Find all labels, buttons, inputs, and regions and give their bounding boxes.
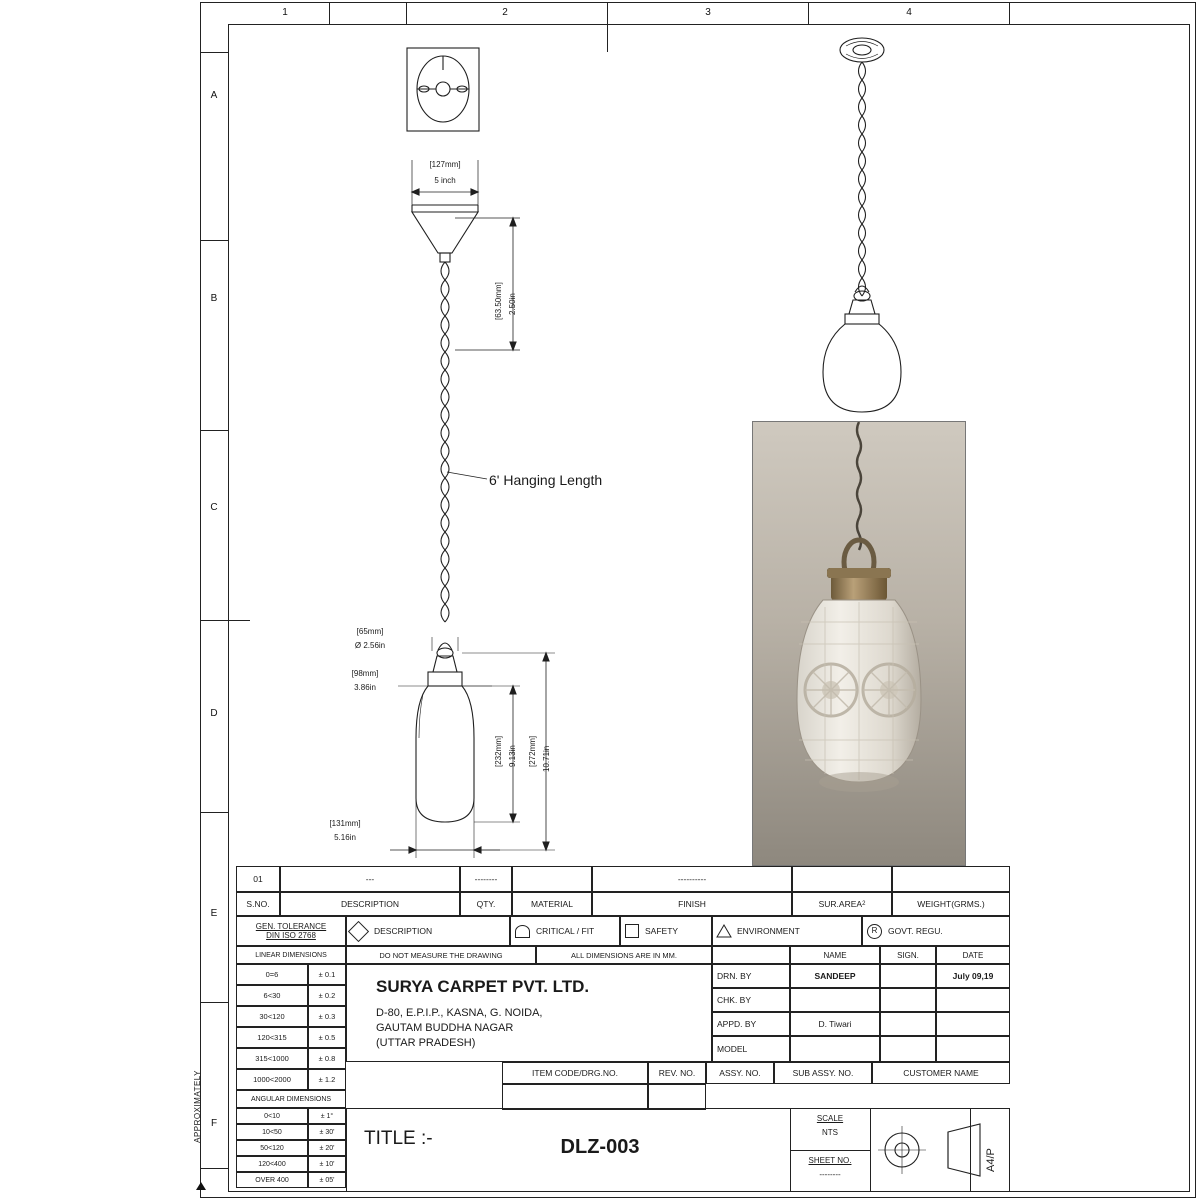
zone-top-3: 3 <box>705 6 711 18</box>
signoff-name-0: SANDEEP <box>790 964 880 988</box>
symbol-safety-cell <box>620 916 712 946</box>
signoff-role-0: DRN. BY <box>712 964 790 988</box>
ang-val-0: ± 1° <box>308 1108 346 1124</box>
dim-drop-mm: [63.50mm] <box>494 282 503 320</box>
ang-val-3: ± 10' <box>308 1156 346 1172</box>
signoff-role-header-blank <box>712 946 790 964</box>
tol-val-2: ± 0.3 <box>308 1006 346 1027</box>
drawing-number: DLZ-003 <box>560 1135 640 1158</box>
symbol-govt-label: GOVT. REGU. <box>888 926 943 936</box>
signoff-sign-2 <box>880 1012 936 1036</box>
zone-top-1: 1 <box>282 6 288 18</box>
company-name: SURYA CARPET PVT. LTD. <box>376 977 590 996</box>
header-surarea-label: SUR.AREA <box>818 899 863 909</box>
header-surarea <box>792 892 892 916</box>
signoff-date-3 <box>936 1036 1010 1062</box>
dim-width-in: 5.16in <box>334 833 356 843</box>
row01-material <box>512 866 592 892</box>
paper-size: A4/P <box>985 1148 997 1172</box>
dim-glass-h-mm: [232mm] <box>494 735 503 767</box>
sheet-value: -------- <box>819 1169 841 1179</box>
row01-description: --- <box>280 866 460 892</box>
signoff-date-1 <box>936 988 1010 1012</box>
item-code-value <box>502 1084 648 1110</box>
row01-sno: 01 <box>236 866 280 892</box>
company-address1: D-80, E.P.I.P., KASNA, G. NOIDA, <box>376 1007 543 1019</box>
scale-label: SCALE <box>816 1113 844 1123</box>
ang-range-1: 10<50 <box>236 1124 308 1140</box>
symbol-critical-label: CRITICAL / FIT <box>536 926 595 936</box>
signoff-sign-0 <box>880 964 936 988</box>
zone-side-f: F <box>210 1117 218 1129</box>
item-code-header: ITEM CODE/DRG.NO. <box>502 1062 648 1084</box>
zone-side-c: C <box>210 501 218 513</box>
row01-weight <box>892 866 1010 892</box>
dim-canopy-mm: [127mm] <box>429 159 461 169</box>
assy-no-header: ASSY. NO. <box>706 1062 774 1084</box>
dim-shoulder-in: 3.86in <box>354 683 376 693</box>
dim-shoulder-mm: [98mm] <box>351 669 379 679</box>
signoff-col-name: NAME <box>790 946 880 964</box>
tol-val-5: ± 1.2 <box>308 1069 346 1090</box>
hanging-length-note: 6' Hanging Length <box>489 472 603 488</box>
titleblock-div-4 <box>790 1150 870 1151</box>
dim-drop-in: 2.50in <box>508 293 517 315</box>
header-description: DESCRIPTION <box>280 892 460 916</box>
linear-dims-header: LINEAR DIMENSIONS <box>236 946 346 964</box>
tol-range-5: 1000<2000 <box>236 1069 308 1090</box>
triangle-icon <box>717 925 731 937</box>
dim-total-h-mm: [272mm] <box>528 735 537 767</box>
ang-val-1: ± 30' <box>308 1124 346 1140</box>
signoff-name-1 <box>790 988 880 1012</box>
customer-name-header: CUSTOMER NAME <box>872 1062 1010 1084</box>
registered-icon: R <box>867 924 882 939</box>
ang-val-2: ± 20' <box>308 1140 346 1156</box>
signoff-role-1: CHK. BY <box>712 988 790 1012</box>
signoff-sign-3 <box>880 1036 936 1062</box>
tol-range-0: 0=6 <box>236 964 308 985</box>
symbol-environment-label: ENVIRONMENT <box>737 926 800 936</box>
signoff-col-sign: SIGN. <box>880 946 936 964</box>
fit-icon <box>515 925 530 938</box>
scale-value: NTS <box>822 1127 838 1137</box>
ang-val-4: ± 05' <box>308 1172 346 1188</box>
dim-width-mm: [131mm] <box>329 819 361 829</box>
zone-side-a: A <box>210 89 218 101</box>
sheet-label: SHEET NO. <box>808 1155 852 1165</box>
dim-total-h-in: 10.71in <box>542 745 551 772</box>
dim-neck-mm: [65mm] <box>356 627 384 637</box>
symbol-description-cell <box>346 916 510 946</box>
tolerance-title: GEN. TOLERANCE <box>255 922 327 931</box>
tol-range-1: 6<30 <box>236 985 308 1006</box>
symbol-environment-cell <box>712 916 862 946</box>
rev-no-value <box>648 1084 706 1110</box>
company-address3: (UTTAR PRADESH) <box>376 1037 476 1049</box>
symbol-critical-cell <box>510 916 620 946</box>
ang-range-2: 50<120 <box>236 1140 308 1156</box>
dimensions-mm-note: ALL DIMENSIONS ARE IN MM. <box>536 946 712 964</box>
tol-range-3: 120<315 <box>236 1027 308 1048</box>
do-not-measure-note: DO NOT MEASURE THE DRAWING <box>346 946 536 964</box>
header-material: MATERIAL <box>512 892 592 916</box>
zone-top-4: 4 <box>906 6 912 18</box>
dim-neck-in: Ø 2.56in <box>354 641 386 651</box>
tolerance-title-cell <box>236 916 346 946</box>
header-qty: QTY. <box>460 892 512 916</box>
signoff-date-2 <box>936 1012 1010 1036</box>
company-address2: GAUTAM BUDDHA NAGAR <box>376 1022 514 1034</box>
angular-dims-header: ANGULAR DIMENSIONS <box>236 1090 346 1108</box>
tol-val-0: ± 0.1 <box>308 964 346 985</box>
square-icon <box>625 924 639 938</box>
signoff-col-date: DATE <box>936 946 1010 964</box>
approximately-label: APPROXIMATELY <box>193 1070 202 1143</box>
ang-range-0: 0<10 <box>236 1108 308 1124</box>
signoff-name-2: D. Tiwari <box>790 1012 880 1036</box>
sub-assy-no-header: SUB ASSY. NO. <box>774 1062 872 1084</box>
product-photo <box>752 421 966 866</box>
signoff-role-3: MODEL <box>712 1036 790 1062</box>
tol-val-4: ± 0.8 <box>308 1048 346 1069</box>
tol-range-2: 30<120 <box>236 1006 308 1027</box>
tol-range-4: 315<1000 <box>236 1048 308 1069</box>
header-weight: WEIGHT(GRMS.) <box>892 892 1010 916</box>
dim-glass-h-in: 9.13in <box>508 745 517 767</box>
zone-side-d: D <box>210 707 218 719</box>
signoff-role-2: APPD. BY <box>712 1012 790 1036</box>
zone-side-b: B <box>210 292 218 304</box>
row01-qty: -------- <box>460 866 512 892</box>
ang-range-4: OVER 400 <box>236 1172 308 1188</box>
zone-top-2: 2 <box>502 6 508 18</box>
header-surarea-unit: 2 <box>862 901 866 907</box>
symbol-safety-label: SAFETY <box>645 926 679 936</box>
row01-surarea <box>792 866 892 892</box>
signoff-sign-1 <box>880 988 936 1012</box>
ang-range-3: 120<400 <box>236 1156 308 1172</box>
zone-side-e: E <box>210 907 218 919</box>
header-finish: FINISH <box>592 892 792 916</box>
symbol-govt-cell <box>862 916 1010 946</box>
header-sno: S.NO. <box>236 892 280 916</box>
row01-finish: ---------- <box>592 866 792 892</box>
tol-val-3: ± 0.5 <box>308 1027 346 1048</box>
signoff-date-0: July 09,19 <box>936 964 1010 988</box>
tol-val-1: ± 0.2 <box>308 985 346 1006</box>
signoff-name-3 <box>790 1036 880 1062</box>
title-label: TITLE :- <box>364 1128 433 1149</box>
symbol-description-label: DESCRIPTION <box>374 926 433 936</box>
diamond-icon <box>348 920 369 941</box>
rev-no-header: REV. NO. <box>648 1062 706 1084</box>
dim-canopy-in: 5 inch <box>434 175 456 185</box>
tolerance-standard: DIN ISO 2768 <box>266 931 316 940</box>
